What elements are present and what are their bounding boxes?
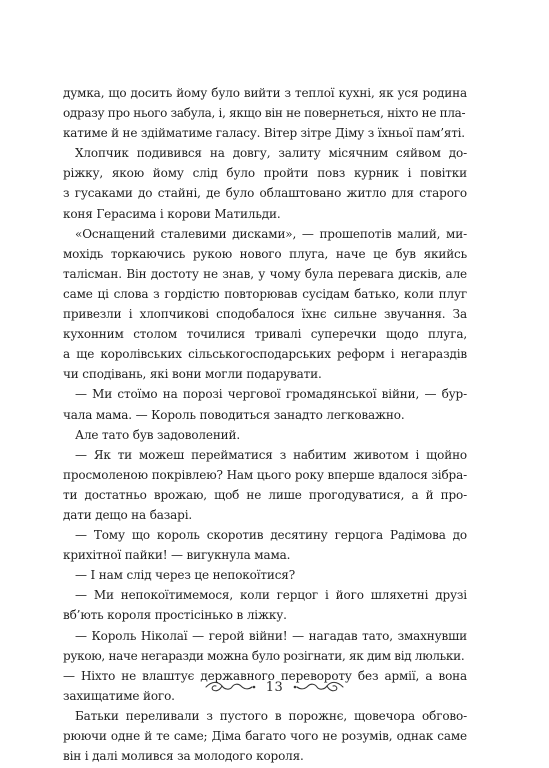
text-line: одразу про нього забула, і, якщо він не повернеться, ніхто не пла- xyxy=(63,106,466,121)
text-line: — І нам слід через це непокоїтися? xyxy=(75,568,296,583)
text-line: Батьки переливали з пустого в порожнє, щовечора обгово- xyxy=(75,708,467,723)
text-line: привезли і хлопчикові сподобалося їхнє сильне звучання. За xyxy=(63,307,467,322)
text-line: захищатиме його. xyxy=(63,688,175,703)
text-line: з гусаками до стайні, де було облаштовано житло для старого xyxy=(63,186,467,201)
text-line: — Ніхто не влаштує державного перевороту без армії, а вона xyxy=(63,668,467,683)
text-line: талісман. Він достоту не знав, у чому була перевага дисків, але xyxy=(63,266,467,281)
text-line: він і далі молився за молодого короля. xyxy=(63,749,304,764)
text-line: рукою, наче негаразди можна було розігнати, як дим від люльки. xyxy=(63,648,465,663)
text-line: вб’ють короля простісінько в ліжку. xyxy=(63,608,287,623)
text-line: коня Герасима і корови Матильди. xyxy=(63,206,281,221)
text-line: кухонним столом точилися тривалі суперечки щодо плуга, xyxy=(63,327,467,342)
text-line: рюючи одне й те саме; Діма багато чого не розумів, однак саме xyxy=(63,729,467,743)
body-text xyxy=(63,83,467,766)
page-footer xyxy=(0,678,549,696)
text-line: саме ці слова з гордістю повторював сусідам батько, коли плуг xyxy=(63,286,467,301)
text-line: чала мама. — Король поводиться занадто легковажно. xyxy=(63,407,405,422)
text-line: Але тато був задоволений. xyxy=(75,427,241,442)
text-line: Хлопчик подивився на довгу, залиту місячним сяйвом до- xyxy=(75,146,467,161)
text-line: катиме й не здійматиме галасу. Вітер зітре Діму з їхньої пам’яті. xyxy=(63,126,465,141)
text-line: дати дещо на базарі. xyxy=(63,507,193,522)
text-line: — Король Ніколаї — герой війни! — нагадав тато, змахнувши xyxy=(75,628,467,643)
text-line: просмоленою покрівлею? Нам цього року вперше вдалося зібра- xyxy=(63,467,467,482)
text-line: — Тому що король скоротив десятину герцога Радімова до xyxy=(75,528,467,543)
text-line: думка, що досить йому було вийти з теплої кухні, як уся родина xyxy=(63,86,467,100)
page-number: 13 xyxy=(265,679,284,695)
right-flourish-icon xyxy=(291,678,345,696)
text-line: — Ми непокоїтимемося, коли герцог і його шляхетні друзі xyxy=(75,588,467,603)
text-line: а ще королівських сільськогосподарських реформ і негараздів xyxy=(63,347,467,362)
left-flourish-icon xyxy=(204,678,258,696)
text-line: — Ми стоїмо на порозі чергової громадянської війни, — бур- xyxy=(75,387,467,402)
text-line: мохідь торкаючись рукою нового плуга, наче це був якийсь xyxy=(63,246,467,261)
text-line: ріжку, якою йому слід було пройти повз курник і повітки xyxy=(63,166,467,181)
text-line: чи сподівань, які вони могли подарувати. xyxy=(63,367,322,382)
text-line: — Як ти можеш перейматися з набитим животом і щойно xyxy=(75,447,467,462)
text-line: «Оснащений сталевими дисками», — прошепотів малий, ми- xyxy=(75,226,467,241)
text-line: ти достатньо врожаю, щоб не лише прогодуватися, а й про- xyxy=(63,487,467,502)
text-line: крихітної пайки! — вигукнула мама. xyxy=(63,548,291,563)
